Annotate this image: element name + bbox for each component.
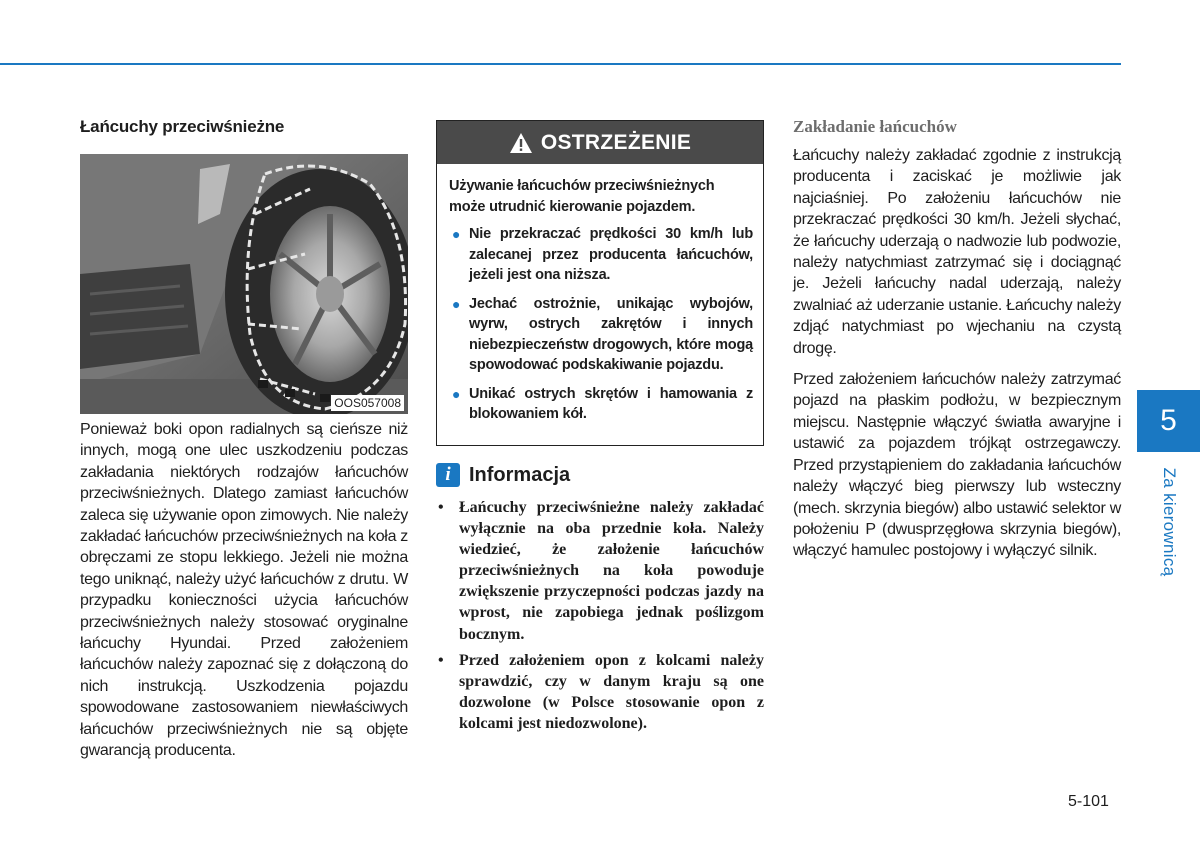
chapter-label: Za kierownicą bbox=[1160, 467, 1179, 577]
info-list bbox=[436, 497, 764, 739]
warning-item bbox=[449, 224, 753, 286]
chapter-tab[interactable]: 5 bbox=[1137, 390, 1200, 452]
info-item bbox=[436, 497, 764, 645]
info-item-text: Łańcuchy przeciwśnieżne należy zakładać wyłącznie na oba przednie koła. Należy wiedzieć, że założenie łańcuchów przeciwśnieżnych na koła powoduje zwiększenie przyczepności podczas jazdy na wprost, nie zapobiega jednak poślizgom bocznym. bbox=[459, 499, 764, 643]
warning-title: OSTRZEŻENIE bbox=[540, 130, 692, 154]
top-rule bbox=[0, 63, 1121, 65]
page-number: 5-101 bbox=[1068, 793, 1109, 810]
right-paragraph: Przed założeniem łańcuchów należy zatrzymać pojazd na płaskim podłożu, w bezpiecznym miejscu. Następnie włączyć światła awaryjne i ustawić za pojazdem trójkąt ostrzegawczy. Przed przystąpieniem do zakładania łańcuchów należy włączyć bieg pierwszy lub wsteczny (mech. skrzynia biegów) albo ustawić selektor w położeniu P (dwusprzęgłowa skrzynia biegów), włączyć hamulec postojowy i wyłączyć silnik. bbox=[793, 371, 1121, 560]
warning-list bbox=[449, 224, 753, 425]
bullet-icon: ● bbox=[452, 295, 461, 312]
info-item bbox=[436, 650, 764, 734]
bullet-icon: • bbox=[438, 499, 444, 516]
left-body-text: Ponieważ boki opon radialnych są cieńsze niż innych, mogą one ulec uszkodzeniu podczas zakładania niektórych rodzajów łańcuchów przeciwśnieżnych. Dlatego zamiast łańcuchów zaleca się używanie opon zimowych. Nie należy zakładać łańcuchów przeciwśnieżnych na koła z obręczami ze stopu lekkiego. Jeżeli nie można tego uniknąć, należy użyć łańcuchów z drutu. W przypadku konieczności użycia łańcuchów przeciwśnieżnych należy stosować oryginalne łańcuchy Hyundai. Przed założeniem łańcuchów należy zapoznać się z dołączoną do nich instrukcją. Uszkodzenia pojazdu spowodowane zastosowaniem niewłaściwych łańcuchów przeciwśnieżnych nie są objęte gwarancją producenta. bbox=[80, 421, 409, 760]
bullet-icon: • bbox=[438, 651, 444, 669]
warning-header bbox=[437, 121, 763, 164]
tire-chain-photo bbox=[80, 154, 408, 414]
right-body-text bbox=[793, 145, 1121, 572]
info-title: Informacja bbox=[469, 463, 571, 486]
warning-item-text: Nie przekraczać prędkości 30 km/h lub zalecanej przez producenta łańcuchów, jeżeli jest ona niższa. bbox=[469, 226, 753, 283]
bullet-icon: ● bbox=[452, 385, 461, 402]
warning-item-text: Unikać ostrych skrętów i hamowania z blokowaniem kół. bbox=[469, 385, 753, 422]
bullet-icon: ● bbox=[452, 226, 461, 242]
warning-item bbox=[449, 384, 753, 425]
info-item-text: Przed założeniem opon z kolcami należy sprawdzić, czy w danym kraju są one dozwolone (w Polsce stosowanie opon z kolcami jest niedozwolone). bbox=[459, 651, 764, 732]
right-section-title: Zakładanie łańcuchów bbox=[793, 117, 957, 136]
info-heading bbox=[436, 462, 570, 488]
section-title: Łańcuchy przeciwśnieżne bbox=[80, 117, 285, 136]
tire-chain-illustration bbox=[80, 154, 408, 414]
warning-intro: Używanie łańcuchów przeciwśnieżnych może utrudnić kierowanie pojazdem. bbox=[449, 178, 715, 215]
warning-triangle-icon bbox=[509, 132, 533, 154]
right-paragraph: Łańcuchy należy zakładać zgodnie z instrukcją producenta i zaciskać je możliwie jak najciaśniej. Po założeniu łańcuchów nie przekraczać prędkości 30 km/h. Jeżeli słychać, że łańcuchy uderzają o nadwozie lub podwozie, należy natychmiast zatrzymać się i dociągnąć je. Jeżeli łańcuchy nadal uderzają, należy zwalniać aż uderzanie ustanie. Łańcuchy należy zdjąć natychmiast po wjechaniu na czystą drogę. bbox=[793, 147, 1121, 357]
figure-caption: OOS057008 bbox=[331, 395, 404, 411]
warning-box bbox=[436, 120, 764, 446]
info-icon: i bbox=[436, 463, 460, 487]
warning-item-text: Jechać ostrożnie, unikając wybojów, wyrw, ostrych zakrętów i innych niebezpieczeństw drogowych, które mogą spowodować podskakiwanie pojazdu. bbox=[469, 295, 753, 373]
warning-item bbox=[449, 294, 753, 376]
warning-content bbox=[449, 176, 753, 433]
